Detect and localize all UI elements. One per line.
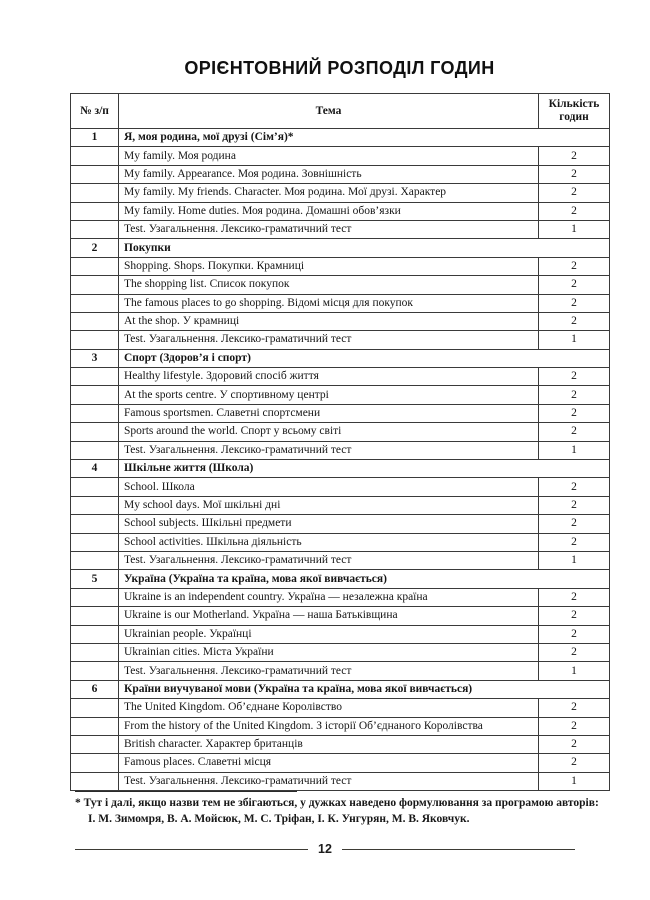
column-header-topic: Тема — [119, 94, 539, 129]
column-header-number: № з/п — [71, 94, 119, 129]
section-header-row — [71, 680, 610, 698]
hours-cell: 2 — [539, 294, 610, 312]
section-header-row — [71, 460, 610, 478]
topic-cell: Test. Узагальнення. Лексико-граматичний тест — [119, 662, 539, 680]
row-number-empty — [71, 717, 119, 735]
section-title: Країни виучуваної мови (Україна та країна, мова якої вивчається) — [119, 680, 610, 698]
row-number-empty — [71, 276, 119, 294]
topic-cell: Test. Узагальнення. Лексико-граматичний тест — [119, 220, 539, 238]
section-title: Я, моя родина, мої друзі (Сім’я)* — [119, 129, 610, 147]
topic-cell: The shopping list. Список покупок — [119, 276, 539, 294]
hours-cell: 1 — [539, 331, 610, 349]
topic-row — [71, 257, 610, 275]
topic-cell: My family. Appearance. Моя родина. Зовнішність — [119, 165, 539, 183]
row-number-empty — [71, 662, 119, 680]
topic-row — [71, 441, 610, 459]
row-number-empty — [71, 625, 119, 643]
hours-cell: 1 — [539, 551, 610, 569]
hours-cell: 1 — [539, 220, 610, 238]
page-number: 12 — [318, 842, 332, 856]
topic-row — [71, 772, 610, 790]
hours-cell: 2 — [539, 184, 610, 202]
topic-cell: The United Kingdom. Об’єднане Королівство — [119, 699, 539, 717]
hours-cell: 2 — [539, 423, 610, 441]
topic-row — [71, 515, 610, 533]
hours-cell: 2 — [539, 588, 610, 606]
topic-cell: My school days. Мої шкільні дні — [119, 496, 539, 514]
topic-row — [71, 331, 610, 349]
row-number-empty — [71, 441, 119, 459]
topic-row — [71, 551, 610, 569]
hours-cell: 2 — [539, 515, 610, 533]
topic-row — [71, 625, 610, 643]
hours-cell: 2 — [539, 257, 610, 275]
footnote — [75, 795, 603, 827]
topic-cell: Famous places. Славетні місця — [119, 754, 539, 772]
topic-cell: My family. Моя родина — [119, 147, 539, 165]
hours-cell: 2 — [539, 202, 610, 220]
topic-row — [71, 202, 610, 220]
section-title: Шкільне життя (Школа) — [119, 460, 610, 478]
row-number-empty — [71, 147, 119, 165]
topic-cell: Ukrainian cities. Міста України — [119, 643, 539, 661]
hours-cell: 1 — [539, 441, 610, 459]
row-number-empty — [71, 643, 119, 661]
section-header-row — [71, 239, 610, 257]
row-number-empty — [71, 202, 119, 220]
column-header-hours: Кількість годин — [539, 94, 610, 129]
topic-cell: Famous sportsmen. Славетні спортсмени — [119, 404, 539, 422]
topic-row — [71, 478, 610, 496]
hours-cell: 2 — [539, 717, 610, 735]
hours-cell: 2 — [539, 607, 610, 625]
page-title: ОРІЄНТОВНИЙ РОЗПОДІЛ ГОДИН — [184, 58, 495, 78]
topic-cell: Healthy lifestyle. Здоровий спосіб життя — [119, 368, 539, 386]
row-number-empty — [71, 368, 119, 386]
section-header-row — [71, 349, 610, 367]
topic-row — [71, 423, 610, 441]
topic-row — [71, 184, 610, 202]
topic-row — [71, 220, 610, 238]
row-number-empty — [71, 312, 119, 330]
section-number: 3 — [71, 349, 119, 367]
topic-row — [71, 147, 610, 165]
row-number-empty — [71, 754, 119, 772]
row-number-empty — [71, 772, 119, 790]
table-header-row — [71, 94, 610, 129]
topic-row — [71, 717, 610, 735]
hours-cell: 2 — [539, 404, 610, 422]
footnote-separator — [75, 791, 297, 792]
page-footer — [75, 842, 575, 856]
row-number-empty — [71, 515, 119, 533]
footnote-line2: І. М. Зимомря, В. А. Мойсюк, М. С. Тріфан, І. К. Унгурян, М. В. Яковчук. — [88, 813, 470, 825]
section-number: 4 — [71, 460, 119, 478]
row-number-empty — [71, 294, 119, 312]
hours-cell: 2 — [539, 312, 610, 330]
hours-cell: 2 — [539, 699, 610, 717]
hours-cell: 2 — [539, 754, 610, 772]
section-number: 1 — [71, 129, 119, 147]
topic-row — [71, 165, 610, 183]
hours-cell: 2 — [539, 478, 610, 496]
topic-row — [71, 533, 610, 551]
topic-row — [71, 699, 610, 717]
row-number-empty — [71, 165, 119, 183]
topic-cell: Test. Узагальнення. Лексико-граматичний тест — [119, 441, 539, 459]
hours-cell: 2 — [539, 368, 610, 386]
section-number: 2 — [71, 239, 119, 257]
topic-row — [71, 735, 610, 753]
topic-cell: At the sports centre. У спортивному центрі — [119, 386, 539, 404]
topic-row — [71, 662, 610, 680]
topic-cell: From the history of the United Kingdom. З історії Об’єднаного Королівства — [119, 717, 539, 735]
hours-cell: 2 — [539, 496, 610, 514]
row-number-empty — [71, 220, 119, 238]
topic-cell: School activities. Шкільна діяльність — [119, 533, 539, 551]
topic-cell: British character. Характер британців — [119, 735, 539, 753]
hours-cell: 2 — [539, 533, 610, 551]
section-header-row — [71, 570, 610, 588]
row-number-empty — [71, 478, 119, 496]
row-number-empty — [71, 423, 119, 441]
hours-cell: 2 — [539, 147, 610, 165]
row-number-empty — [71, 184, 119, 202]
topic-cell: Ukraine is an independent country. Україна — незалежна країна — [119, 588, 539, 606]
schedule-table-body — [71, 129, 610, 791]
topic-row — [71, 386, 610, 404]
section-number: 6 — [71, 680, 119, 698]
topic-row — [71, 496, 610, 514]
topic-cell: Test. Узагальнення. Лексико-граматичний тест — [119, 331, 539, 349]
row-number-empty — [71, 735, 119, 753]
footer-rule-right — [342, 849, 575, 850]
topic-cell: My family. My friends. Character. Моя родина. Мої друзі. Характер — [119, 184, 539, 202]
hours-cell: 2 — [539, 735, 610, 753]
topic-row — [71, 754, 610, 772]
row-number-empty — [71, 699, 119, 717]
topic-cell: School subjects. Шкільні предмети — [119, 515, 539, 533]
topic-cell: Ukraine is our Motherland. Україна — наша Батьківщина — [119, 607, 539, 625]
footer-rule-left — [75, 849, 308, 850]
hours-cell: 1 — [539, 662, 610, 680]
section-header-row — [71, 129, 610, 147]
hours-cell: 2 — [539, 643, 610, 661]
row-number-empty — [71, 257, 119, 275]
topic-cell: At the shop. У крамниці — [119, 312, 539, 330]
hours-cell: 2 — [539, 625, 610, 643]
row-number-empty — [71, 496, 119, 514]
section-number: 5 — [71, 570, 119, 588]
hours-cell: 2 — [539, 386, 610, 404]
topic-cell: Test. Узагальнення. Лексико-граматичний тест — [119, 772, 539, 790]
topic-row — [71, 276, 610, 294]
topic-row — [71, 607, 610, 625]
row-number-empty — [71, 551, 119, 569]
row-number-empty — [71, 588, 119, 606]
topic-row — [71, 294, 610, 312]
row-number-empty — [71, 533, 119, 551]
topic-row — [71, 404, 610, 422]
hours-distribution-table — [70, 93, 610, 791]
section-title: Україна (Україна та країна, мова якої вивчається) — [119, 570, 610, 588]
footnote-line1: * Тут і далі, якщо назви тем не збігаються, у дужках наведено формулювання за програмою авторів: — [75, 797, 599, 809]
topic-cell: The famous places to go shopping. Відомі місця для покупок — [119, 294, 539, 312]
topic-cell: Sports around the world. Спорт у всьому світі — [119, 423, 539, 441]
hours-cell: 2 — [539, 165, 610, 183]
topic-cell: Test. Узагальнення. Лексико-граматичний тест — [119, 551, 539, 569]
topic-cell: Ukrainian people. Українці — [119, 625, 539, 643]
topic-row — [71, 643, 610, 661]
hours-cell: 2 — [539, 276, 610, 294]
section-title: Спорт (Здоров’я і спорт) — [119, 349, 610, 367]
topic-row — [71, 368, 610, 386]
row-number-empty — [71, 331, 119, 349]
topic-row — [71, 588, 610, 606]
row-number-empty — [71, 404, 119, 422]
topic-cell: My family. Home duties. Моя родина. Домашні обов’язки — [119, 202, 539, 220]
topic-cell: Shopping. Shops. Покупки. Крамниці — [119, 257, 539, 275]
hours-cell: 1 — [539, 772, 610, 790]
section-title: Покупки — [119, 239, 610, 257]
topic-cell: School. Школа — [119, 478, 539, 496]
topic-row — [71, 312, 610, 330]
row-number-empty — [71, 386, 119, 404]
row-number-empty — [71, 607, 119, 625]
